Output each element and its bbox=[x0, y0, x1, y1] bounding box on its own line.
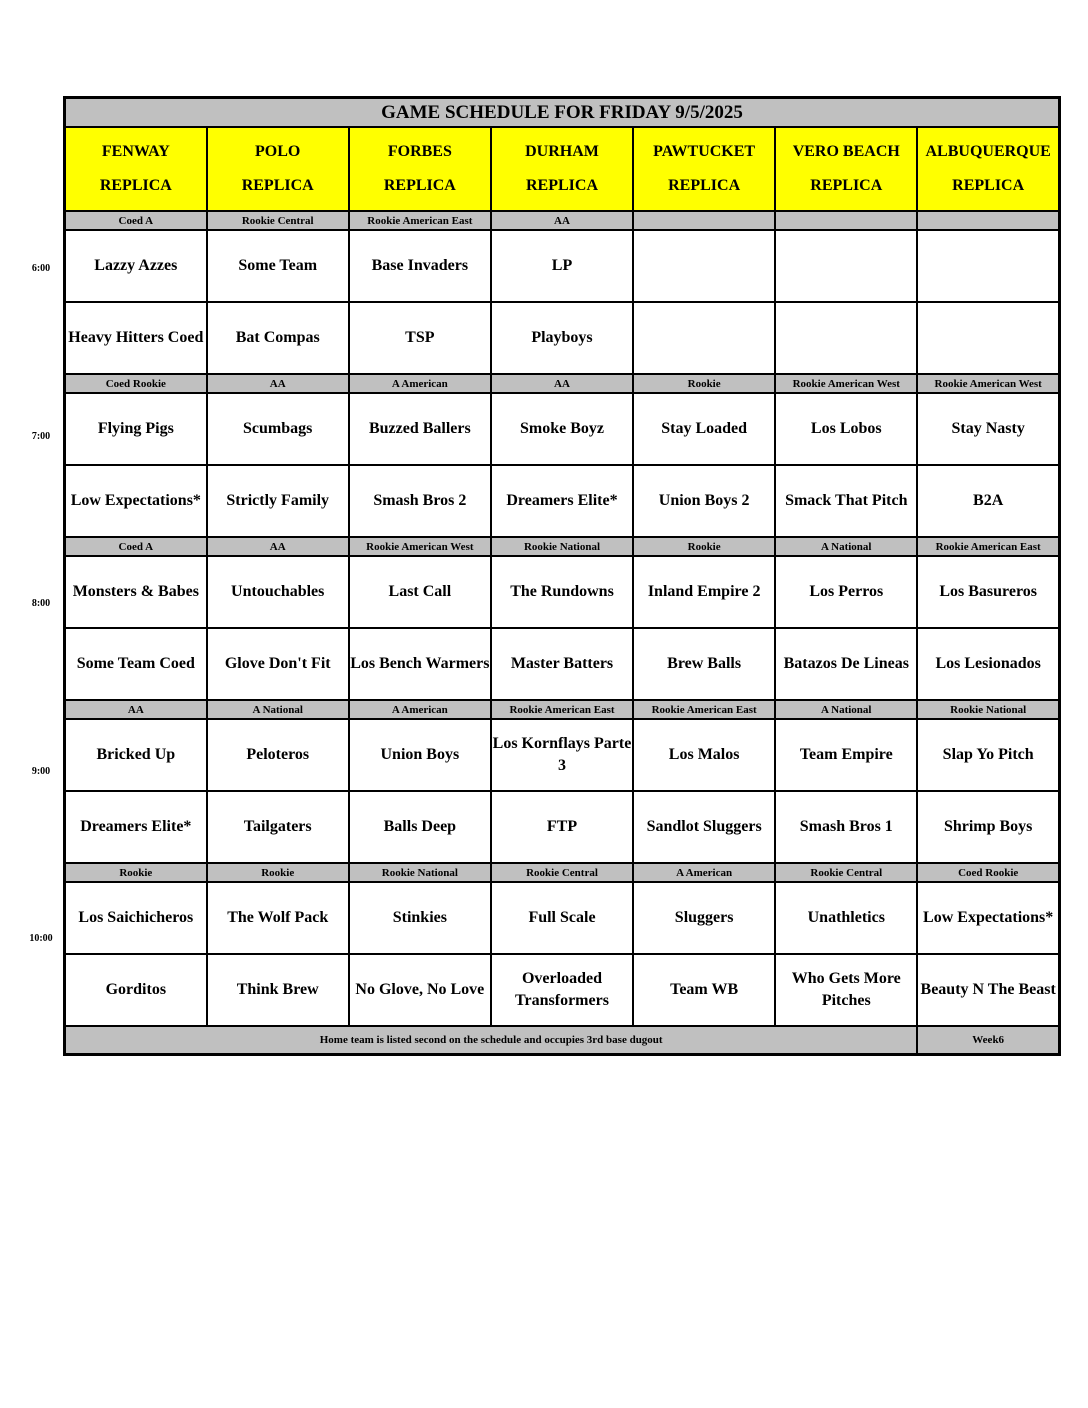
field-header bbox=[633, 127, 775, 211]
away-team-cell: The Wolf Pack bbox=[207, 882, 349, 954]
away-team-cell: Los Lobos bbox=[775, 393, 917, 465]
home-team-cell: Master Batters bbox=[491, 628, 633, 700]
division-cell: AA bbox=[65, 700, 207, 719]
game-row bbox=[65, 719, 1060, 791]
footer-row bbox=[65, 1026, 1060, 1055]
game-row bbox=[65, 393, 1060, 465]
division-cell: A National bbox=[775, 537, 917, 556]
away-team-cell: Los Malos bbox=[633, 719, 775, 791]
home-team-cell: Team WB bbox=[633, 954, 775, 1026]
time-label: 8:00 bbox=[31, 598, 51, 609]
field-sub: REPLICA bbox=[810, 177, 883, 194]
home-team-cell: Tailgaters bbox=[207, 791, 349, 863]
home-team-cell: FTP bbox=[491, 791, 633, 863]
away-team-cell: Lazzy Azzes bbox=[65, 230, 207, 302]
time-label: 10:00 bbox=[29, 933, 53, 944]
home-team-cell: Sandlot Sluggers bbox=[633, 791, 775, 863]
game-row bbox=[65, 791, 1060, 863]
away-team-cell: Scumbags bbox=[207, 393, 349, 465]
division-row bbox=[65, 537, 1060, 556]
division-cell: Rookie American East bbox=[633, 700, 775, 719]
field-header bbox=[65, 127, 207, 211]
away-team-cell: Stinkies bbox=[349, 882, 491, 954]
field-sub: REPLICA bbox=[525, 177, 598, 194]
away-team-cell: Slap Yo Pitch bbox=[917, 719, 1059, 791]
field-sub: REPLICA bbox=[952, 177, 1025, 194]
home-team-cell: Dreamers Elite* bbox=[65, 791, 207, 863]
home-team-cell: Who Gets More Pitches bbox=[775, 954, 917, 1026]
division-cell: A National bbox=[775, 700, 917, 719]
field-sub: REPLICA bbox=[241, 177, 314, 194]
game-row bbox=[65, 302, 1060, 374]
away-team-cell: Some Team bbox=[207, 230, 349, 302]
game-row bbox=[65, 465, 1060, 537]
home-team-cell bbox=[775, 302, 917, 374]
division-cell: Coed Rookie bbox=[65, 374, 207, 393]
division-cell: Rookie National bbox=[917, 700, 1059, 719]
home-team-cell: Los Bench Warmers bbox=[349, 628, 491, 700]
division-cell: A American bbox=[349, 700, 491, 719]
home-team-cell: Batazos De Lineas bbox=[775, 628, 917, 700]
home-team-cell: Union Boys 2 bbox=[633, 465, 775, 537]
home-team-cell: Low Expectations* bbox=[65, 465, 207, 537]
footer-note: Home team is listed second on the schedule and occupies 3rd base dugout bbox=[65, 1026, 918, 1055]
away-team-cell: Unathletics bbox=[775, 882, 917, 954]
field-name: FORBES bbox=[387, 143, 452, 160]
away-team-cell: Sluggers bbox=[633, 882, 775, 954]
home-team-cell: Smack That Pitch bbox=[775, 465, 917, 537]
field-header bbox=[917, 127, 1059, 211]
home-team-cell: Bat Compas bbox=[207, 302, 349, 374]
division-cell bbox=[775, 211, 917, 230]
division-cell: Rookie National bbox=[349, 863, 491, 882]
time-label: 7:00 bbox=[31, 431, 51, 442]
schedule-title: GAME SCHEDULE FOR FRIDAY 9/5/2025 bbox=[65, 98, 1060, 128]
division-row bbox=[65, 211, 1060, 230]
home-team-cell: Some Team Coed bbox=[65, 628, 207, 700]
field-header bbox=[207, 127, 349, 211]
away-team-cell: Flying Pigs bbox=[65, 393, 207, 465]
division-cell: Coed A bbox=[65, 211, 207, 230]
division-cell: A American bbox=[633, 863, 775, 882]
division-cell: AA bbox=[207, 537, 349, 556]
away-team-cell: Los Saichicheros bbox=[65, 882, 207, 954]
away-team-cell: Los Kornflays Parte 3 bbox=[491, 719, 633, 791]
home-team-cell bbox=[633, 302, 775, 374]
away-team-cell: Union Boys bbox=[349, 719, 491, 791]
division-cell: Coed A bbox=[65, 537, 207, 556]
field-name: ALBUQUERQUE bbox=[925, 143, 1051, 160]
away-team-cell: Base Invaders bbox=[349, 230, 491, 302]
home-team-cell: Shrimp Boys bbox=[917, 791, 1059, 863]
division-cell: Coed Rookie bbox=[917, 863, 1059, 882]
away-team-cell bbox=[633, 230, 775, 302]
away-team-cell: Los Basureros bbox=[917, 556, 1059, 628]
away-team-cell: Full Scale bbox=[491, 882, 633, 954]
away-team-cell: Los Perros bbox=[775, 556, 917, 628]
away-team-cell: Peloteros bbox=[207, 719, 349, 791]
away-team-cell: LP bbox=[491, 230, 633, 302]
home-team-cell: B2A bbox=[917, 465, 1059, 537]
home-team-cell: Glove Don't Fit bbox=[207, 628, 349, 700]
home-team-cell: Heavy Hitters Coed bbox=[65, 302, 207, 374]
division-cell: A American bbox=[349, 374, 491, 393]
home-team-cell: Strictly Family bbox=[207, 465, 349, 537]
field-sub: REPLICA bbox=[668, 177, 741, 194]
home-team-cell: Balls Deep bbox=[349, 791, 491, 863]
division-cell: Rookie American East bbox=[917, 537, 1059, 556]
field-name: FENWAY bbox=[101, 143, 170, 160]
field-name: PAWTUCKET bbox=[653, 143, 756, 160]
away-team-cell: Stay Nasty bbox=[917, 393, 1059, 465]
away-team-cell: Bricked Up bbox=[65, 719, 207, 791]
home-team-cell: Dreamers Elite* bbox=[491, 465, 633, 537]
home-team-cell: Beauty N The Beast bbox=[917, 954, 1059, 1026]
away-team-cell: Monsters & Babes bbox=[65, 556, 207, 628]
away-team-cell: Buzzed Ballers bbox=[349, 393, 491, 465]
game-row bbox=[65, 628, 1060, 700]
schedule-table bbox=[63, 96, 1061, 1056]
home-team-cell bbox=[917, 302, 1059, 374]
home-team-cell: Brew Balls bbox=[633, 628, 775, 700]
game-row bbox=[65, 882, 1060, 954]
field-header bbox=[349, 127, 491, 211]
division-cell: Rookie Central bbox=[491, 863, 633, 882]
home-team-cell: No Glove, No Love bbox=[349, 954, 491, 1026]
field-sub: REPLICA bbox=[383, 177, 456, 194]
away-team-cell: Last Call bbox=[349, 556, 491, 628]
away-team-cell: Low Expectations* bbox=[917, 882, 1059, 954]
division-cell bbox=[633, 211, 775, 230]
division-cell: AA bbox=[491, 374, 633, 393]
division-cell: Rookie American East bbox=[349, 211, 491, 230]
home-team-cell: Overloaded Transformers bbox=[491, 954, 633, 1026]
away-team-cell: The Rundowns bbox=[491, 556, 633, 628]
away-team-cell: Team Empire bbox=[775, 719, 917, 791]
division-cell: Rookie American East bbox=[491, 700, 633, 719]
field-name: VERO BEACH bbox=[792, 143, 900, 160]
time-label: 9:00 bbox=[31, 766, 51, 777]
away-team-cell: Untouchables bbox=[207, 556, 349, 628]
home-team-cell: Playboys bbox=[491, 302, 633, 374]
division-cell: Rookie American West bbox=[349, 537, 491, 556]
field-header-row bbox=[65, 127, 1060, 211]
division-cell bbox=[917, 211, 1059, 230]
division-cell: Rookie American West bbox=[775, 374, 917, 393]
field-header bbox=[775, 127, 917, 211]
home-team-cell: Gorditos bbox=[65, 954, 207, 1026]
home-team-cell: Smash Bros 1 bbox=[775, 791, 917, 863]
away-team-cell bbox=[775, 230, 917, 302]
division-row bbox=[65, 700, 1060, 719]
division-cell: A National bbox=[207, 700, 349, 719]
home-team-cell: Think Brew bbox=[207, 954, 349, 1026]
away-team-cell bbox=[917, 230, 1059, 302]
division-row bbox=[65, 374, 1060, 393]
away-team-cell: Smoke Boyz bbox=[491, 393, 633, 465]
division-cell: Rookie Central bbox=[207, 211, 349, 230]
home-team-cell: TSP bbox=[349, 302, 491, 374]
away-team-cell: Inland Empire 2 bbox=[633, 556, 775, 628]
division-cell: Rookie bbox=[633, 374, 775, 393]
game-row bbox=[65, 954, 1060, 1026]
division-cell: Rookie bbox=[633, 537, 775, 556]
home-team-cell: Los Lesionados bbox=[917, 628, 1059, 700]
field-name: DURHAM bbox=[525, 143, 599, 160]
field-header bbox=[491, 127, 633, 211]
division-cell: AA bbox=[207, 374, 349, 393]
week-label: Week6 bbox=[917, 1026, 1059, 1055]
game-row bbox=[65, 556, 1060, 628]
division-cell: Rookie American West bbox=[917, 374, 1059, 393]
game-row bbox=[65, 230, 1060, 302]
division-cell: Rookie bbox=[65, 863, 207, 882]
away-team-cell: Stay Loaded bbox=[633, 393, 775, 465]
home-team-cell: Smash Bros 2 bbox=[349, 465, 491, 537]
division-cell: Rookie National bbox=[491, 537, 633, 556]
field-sub: REPLICA bbox=[99, 177, 172, 194]
division-row bbox=[65, 863, 1060, 882]
field-name: POLO bbox=[255, 143, 301, 160]
division-cell: Rookie Central bbox=[775, 863, 917, 882]
division-cell: Rookie bbox=[207, 863, 349, 882]
division-cell: AA bbox=[491, 211, 633, 230]
time-label: 6:00 bbox=[31, 263, 51, 274]
